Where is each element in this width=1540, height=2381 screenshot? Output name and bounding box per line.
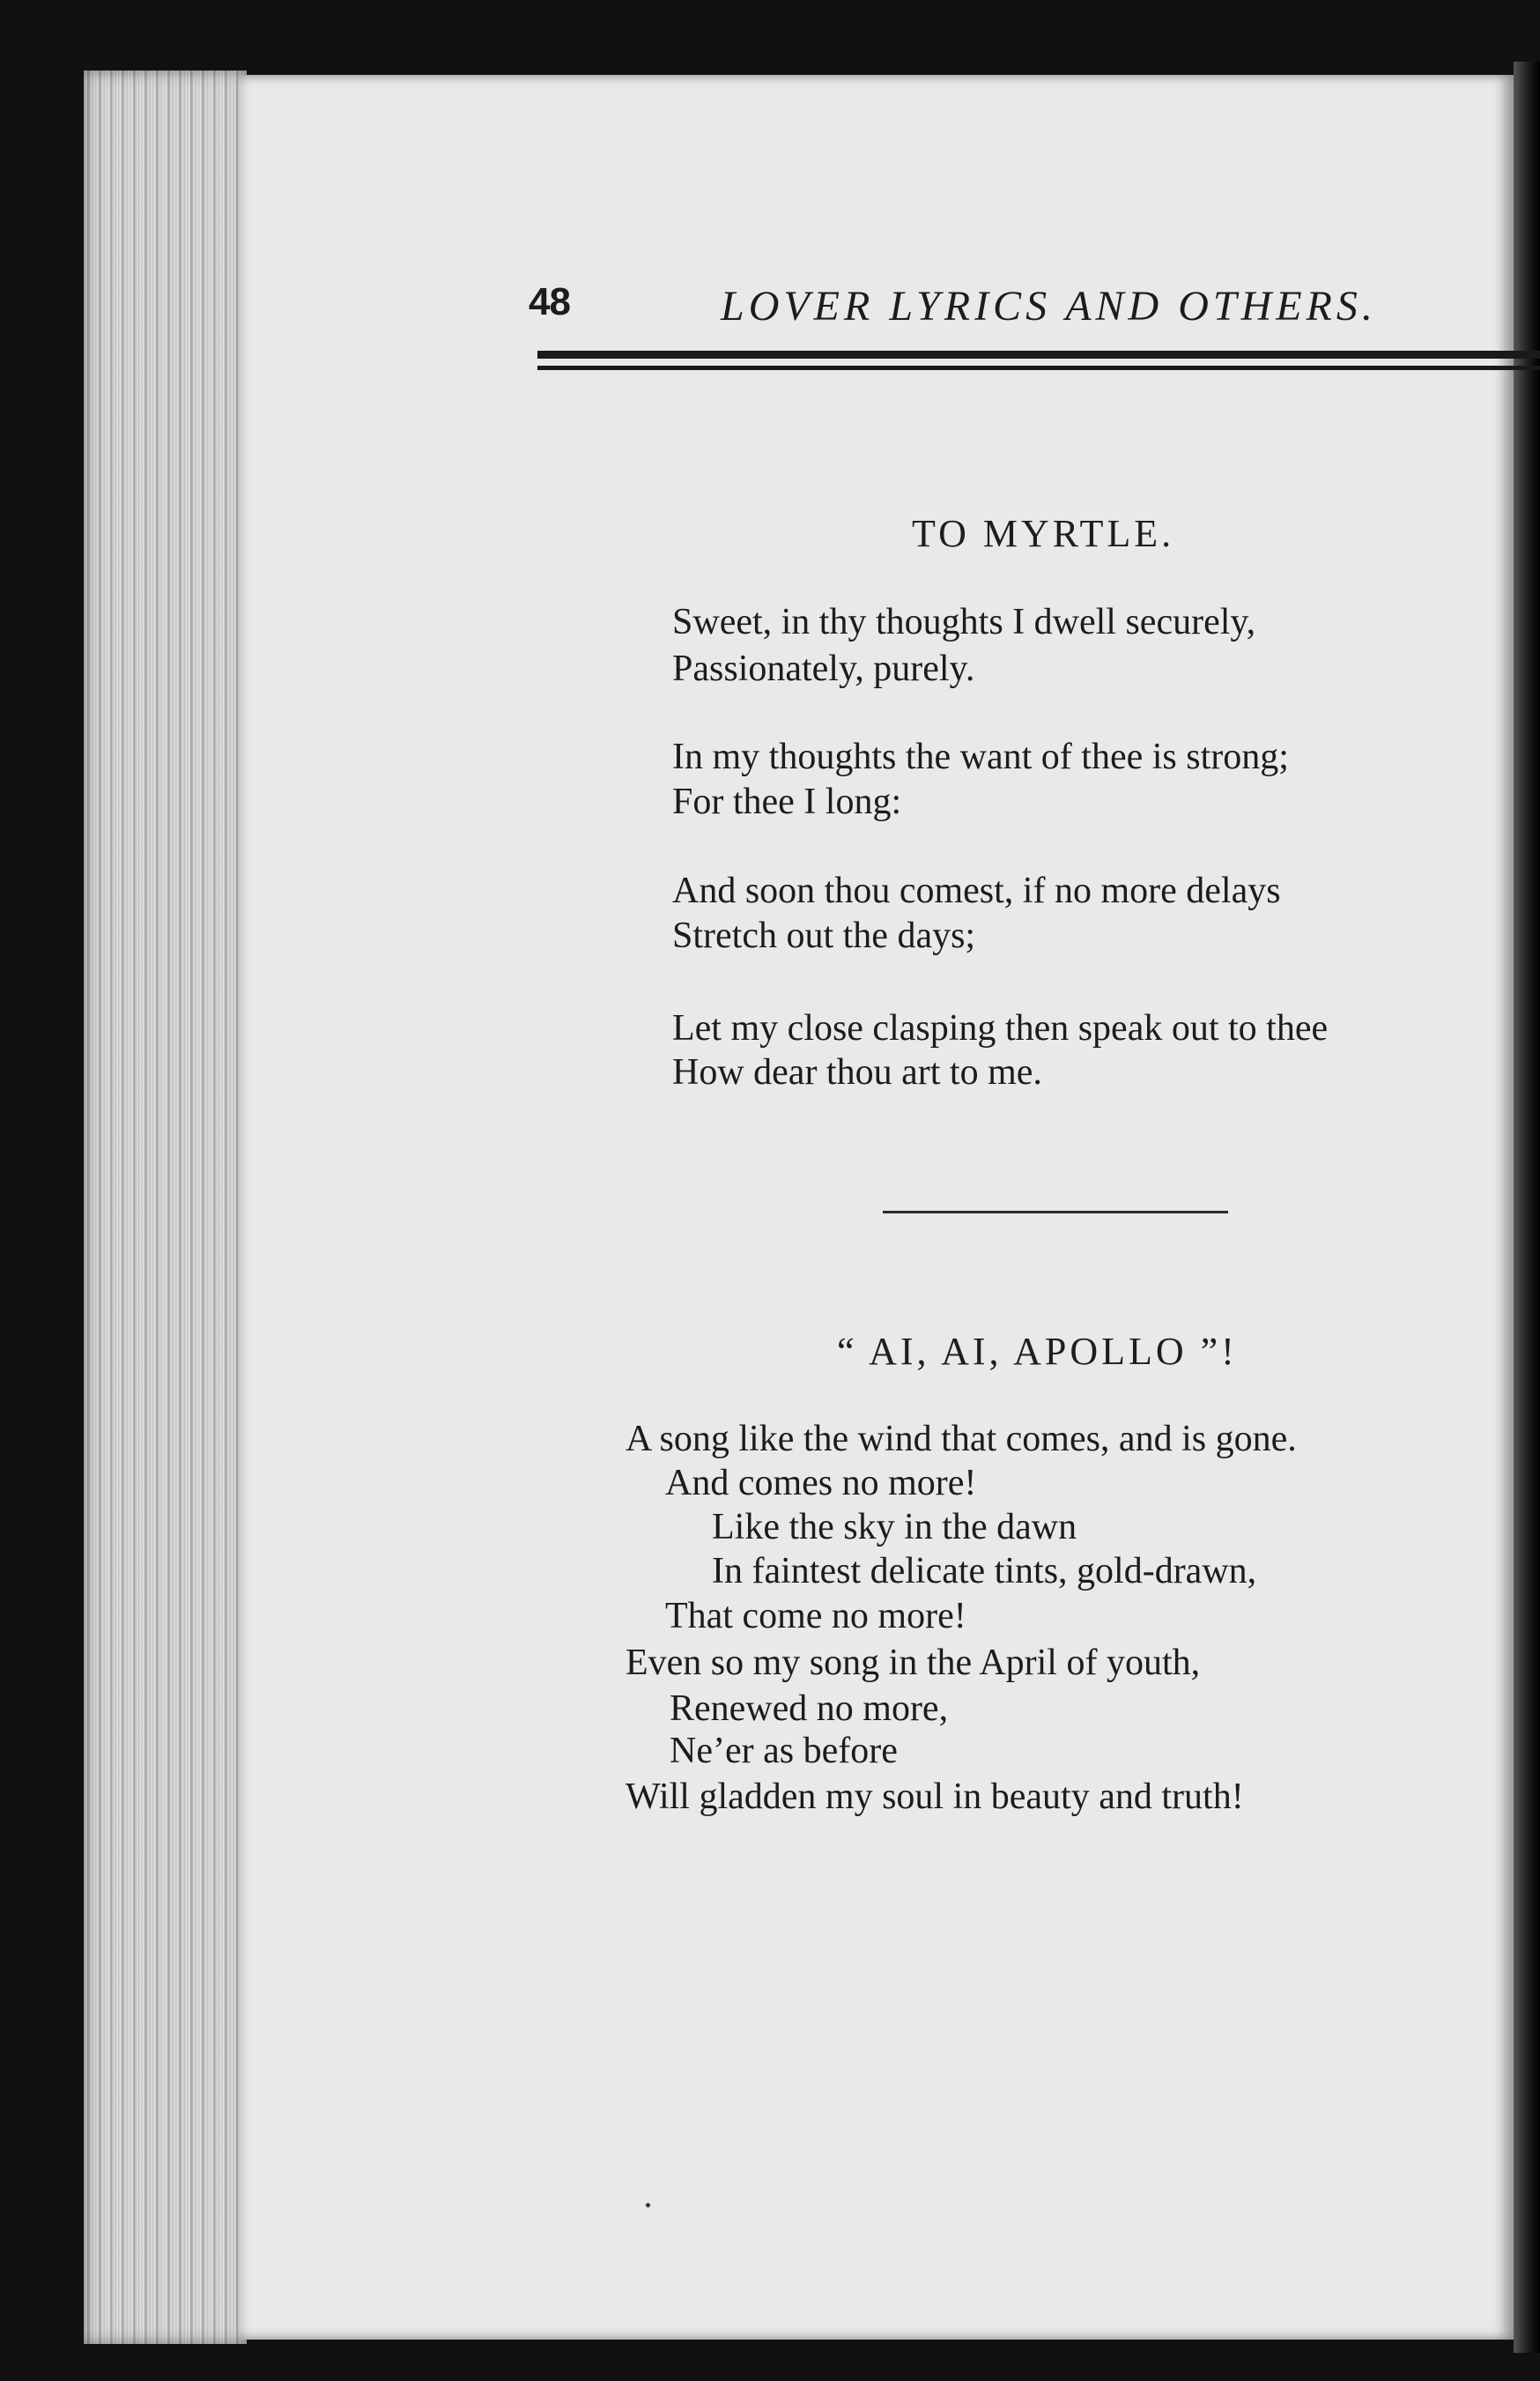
poem-line: Will gladden my soul in beauty and truth! xyxy=(626,1776,1244,1817)
poem-title-to-myrtle: TO MYRTLE. xyxy=(912,512,1175,555)
ink-speck xyxy=(646,2203,650,2207)
poem-line: Renewed no more, xyxy=(670,1688,949,1729)
page-number: 48 xyxy=(529,280,570,323)
poem-line: A song like the wind that comes, and is gone. xyxy=(626,1419,1297,1459)
poem-line: Ne’er as before xyxy=(670,1731,898,1771)
poem-line: Let my close clasping then speak out to thee xyxy=(672,1008,1329,1049)
poem-line: Sweet, in thy thoughts I dwell securely, xyxy=(672,602,1256,642)
page-edges xyxy=(84,70,247,2344)
poem-line: And comes no more! xyxy=(665,1463,977,1503)
poem-line: Stretch out the days; xyxy=(672,916,976,956)
book-title: LOVER LYRICS AND OTHERS. xyxy=(721,283,1377,330)
poem-line: And soon thou comest, if no more delays xyxy=(672,871,1281,911)
poem-line: For thee I long: xyxy=(672,782,902,822)
running-head xyxy=(529,280,1524,342)
section-separator xyxy=(883,1211,1228,1213)
header-rule-thick xyxy=(537,351,1540,359)
book-gutter xyxy=(1514,62,1540,2353)
poem-line: In my thoughts the want of thee is strong; xyxy=(672,737,1289,777)
header-rule-thin xyxy=(537,366,1540,370)
poem-line: That come no more! xyxy=(665,1596,966,1636)
poem-title-ai-ai-apollo: “ AI, AI, APOLLO ”! xyxy=(837,1330,1238,1373)
poem-line: Even so my song in the April of youth, xyxy=(626,1643,1201,1683)
poem-line: In faintest delicate tints, gold-drawn, xyxy=(712,1551,1257,1591)
poem-line: Passionately, purely. xyxy=(672,649,975,689)
book-page xyxy=(238,75,1514,2340)
poem-line: Like the sky in the dawn xyxy=(712,1507,1077,1547)
poem-line: How dear thou art to me. xyxy=(672,1052,1042,1093)
